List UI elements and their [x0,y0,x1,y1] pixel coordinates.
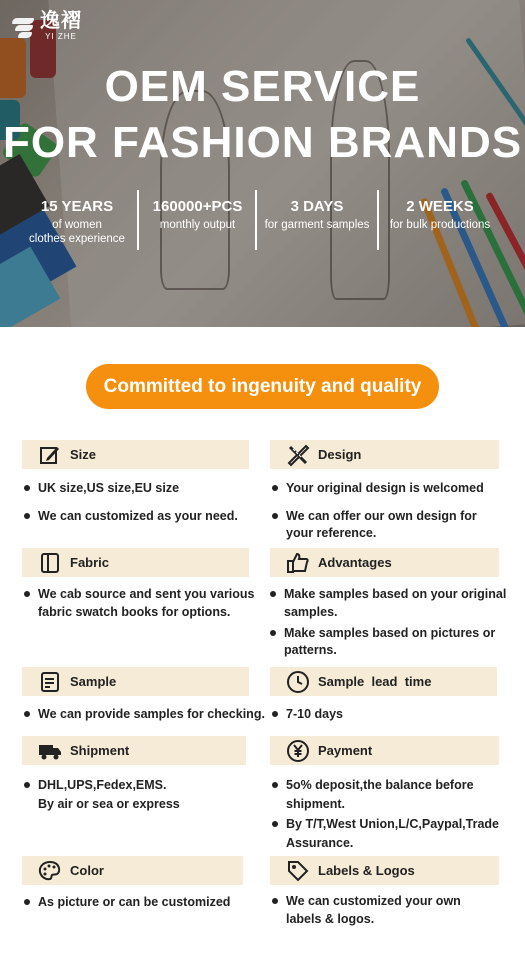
list-item: We can provide samples for checking. [24,705,265,723]
clock-icon [286,670,310,694]
stat-value: 160000+PCS [152,198,243,215]
list-item: We can customized your own [272,892,461,910]
list-item: 5o% deposit,the balance before [272,776,474,794]
design-title: Design [318,447,362,462]
list-item: Make samples based on your original [270,585,506,603]
list-item-continued: fabric swatch books for options. [38,605,231,619]
stat-label: of women clothes experience [29,219,125,245]
list-item: Your original design is welcomed [272,479,484,497]
list-item: We can offer our own design for [272,507,477,525]
stat-value: 2 WEEKS [406,198,474,215]
labels-logos-title: Labels & Logos [318,863,415,878]
payment-title: Payment [318,743,373,758]
list-item-continued: Assurance. [286,836,354,850]
list-item: By T/T,West Union,L/C,Paypal,Trade [272,815,499,833]
stat-bulk-weeks [380,190,500,254]
size-header [22,440,249,469]
list-item: DHL,UPS,Fedex,EMS. [24,776,167,794]
stat-years [18,190,136,254]
advantages-header [270,548,499,577]
hero-title-line1: OEM SERVICE [104,62,421,111]
hero-title-line2: FOR FASHION BRANDS [2,118,523,167]
stat-divider [255,190,257,250]
list-item: UK size,US size,EU size [24,479,179,497]
list-item-continued: your reference. [286,526,377,540]
sample-title: Sample [70,674,117,689]
list-item-continued: samples. [284,605,338,619]
list-item-continued: labels & logos. [286,912,375,926]
list-item-continued: patterns. [284,643,337,657]
color-title: Color [70,863,104,878]
list-item: Make samples based on pictures or [270,624,495,642]
stat-label: for garment samples [264,219,370,231]
logo-icon [10,13,36,39]
stat-sample-days [258,190,376,254]
shipment-title: Shipment [70,743,130,758]
brand-name-en: YI ZHE [45,32,77,41]
stat-divider [137,190,139,250]
truck-icon [38,739,62,763]
list-item-continued: By air or sea or express [38,797,180,811]
stats-row [0,190,525,254]
pencil-square-icon [38,443,62,467]
list-item: We can customized as your need. [24,507,238,525]
brand-name-cn: 逸褶 [40,10,82,32]
stat-output [140,190,255,254]
list-item: 7-10 days [272,705,343,723]
stat-divider [377,190,379,250]
advantages-title: Advantages [318,555,392,570]
sample-header [22,667,249,696]
sample-lead-time-title: Sample lead time [318,674,432,689]
list-item-continued: shipment. [286,797,346,811]
tablet-icon [38,551,62,575]
stat-label: for bulk productions [389,219,491,231]
shipment-header [22,736,246,765]
labels-logos-header [270,856,499,885]
palette-icon [38,859,62,883]
design-header [270,440,499,469]
pencil-ruler-icon [286,443,310,467]
payment-header [270,736,499,765]
fabric-title: Fabric [70,555,110,570]
brand-logo [10,10,82,41]
list-item: As picture or can be customized [24,893,230,911]
tagline-banner: Committed to ingenuity and quality [86,364,439,409]
hero-banner [0,0,525,327]
stat-value: 15 YEARS [40,198,114,215]
fabric-header [22,548,249,577]
stat-label: monthly output [159,219,236,231]
color-header [22,856,243,885]
list-item: We cab source and sent you various [24,585,255,603]
document-icon [38,670,62,694]
yen-coin-icon [286,739,310,763]
size-title: Size [70,447,97,462]
tag-icon [286,859,310,883]
sample-lead-time-header [270,667,497,696]
stat-value: 3 DAYS [290,198,344,215]
thumbs-up-icon [286,551,310,575]
